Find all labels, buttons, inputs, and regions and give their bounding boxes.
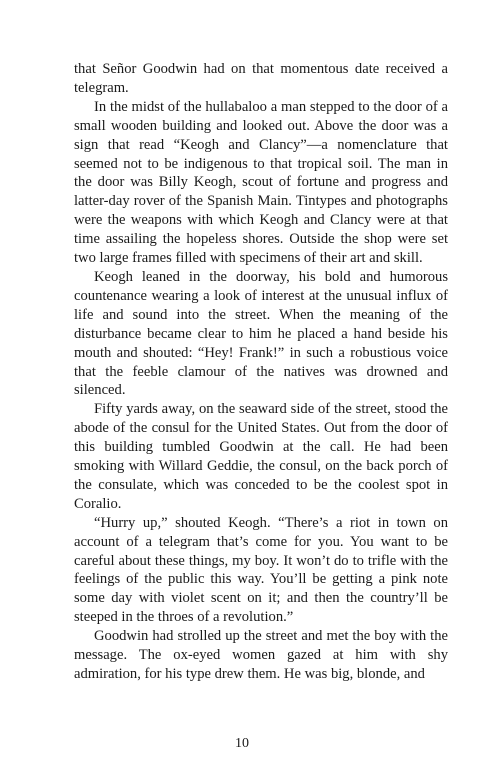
paragraph-keogh-shout: Keogh leaned in the doorway, his bold and humorous countenance wearing a look of interest at the unusual influx of life and sound into the street. When the meaning of the disturbance became clear to him he placed a hand beside his mouth and shouted: “Hey! Frank!” in such a robustious voice that the feeble clamour of the natives was drowned and silenced. bbox=[74, 268, 448, 399]
body-text bbox=[74, 60, 448, 684]
paragraph-keogh-door: In the midst of the hullabaloo a man stepped to the door of a small wooden building and looked out. Above the door was a sign that read “Keogh and Clancy”—a nomenclature that seemed not to be indigenous to that tropical soil. The man in the door was Billy Keogh, scout of fortune and progress and latter-day rover of the Spanish Main. Tintypes and photographs were the weapons with which Keogh and Clancy were at that time assailing the hopeless shores. Outside the shop were set two large frames filled with specimens of their art and skill. bbox=[74, 98, 448, 267]
paragraph-goodwin-strolled: Goodwin had strolled up the street and met the boy with the message. The ox-eyed women gazed at him with shy admiration, for his type drew them. He was big, blonde, and bbox=[74, 628, 448, 682]
paragraph-hurry-up: “Hurry up,” shouted Keogh. “There’s a riot in town on account of a telegram that’s come for you. You want to be careful about these things, my boy. It won’t do to trifle with the feelings of the public this way. You’ll be getting a pink note some day with violet scent on it; and then the country’ll be steeped in the throes of a revolution.” bbox=[74, 514, 448, 626]
page-number: 10 bbox=[235, 736, 249, 751]
paragraph-consulate: Fifty yards away, on the seaward side of the street, stood the abode of the consul for the United States. Out from the door of this building tumbled Goodwin at the call. He had been smoking with Willard Geddie, the consul, on the back porch of the consulate, which was conceded to be the coolest spot in Coralio. bbox=[74, 401, 448, 512]
paragraph-continued: that Señor Goodwin had on that momentous date received a telegram. bbox=[74, 61, 448, 96]
